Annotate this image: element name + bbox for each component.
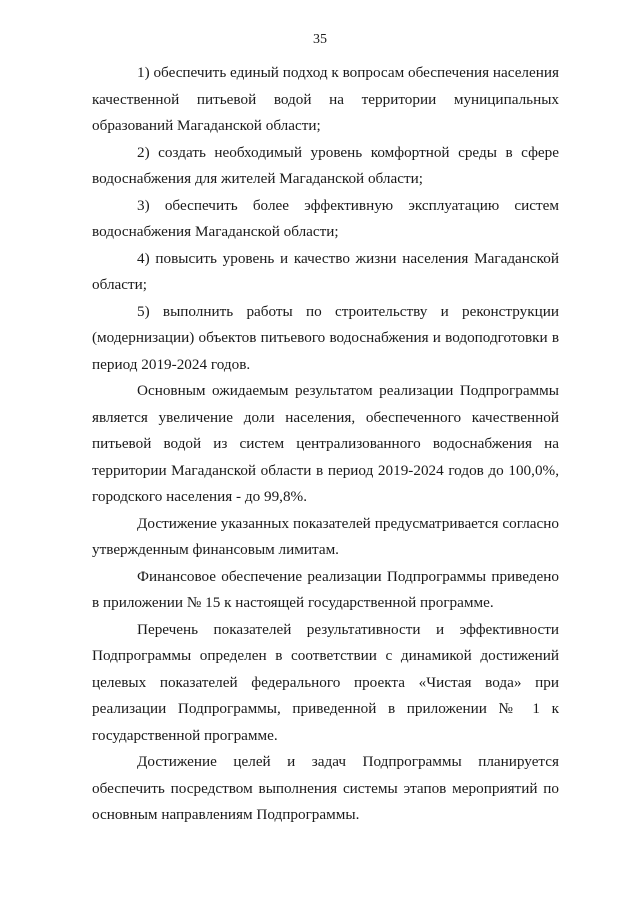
paragraph-goal-3: 3) обеспечить более эффективную эксплуатацию систем водоснабжения Магаданской области; [92, 196, 559, 240]
paragraph-expected-result: Основным ожидаемым результатом реализации Подпрограммы является увеличение доли населения, обеспеченного качественной питьевой водой из систем централизованного водоснабжения на территории Магаданской области в период 2019-2024 годов до 100,0%, городского населения - до 99,8%. [92, 382, 559, 505]
paragraph-achievement: Достижение целей и задач Подпрограммы планируется обеспечить посредством выполнения системы этапов мероприятий по основным направлениям Подпрограммы. [92, 753, 559, 823]
paragraph-performance-list: Перечень показателей результативности и эффективности Подпрограммы определен в соответствии с динамикой достижений целевых показателей федерального проекта «Чистая вода» при реализации Подпрограммы, приведенной в приложении № 1 к государственной программе. [92, 620, 559, 744]
paragraph-indicators: Достижение указанных показателей предусматривается согласно утвержденным финансовым лимитам. [92, 514, 559, 558]
paragraph-financing: Финансовое обеспечение реализации Подпрограммы приведено в приложении № 15 к настоящей государственной программе. [92, 567, 559, 611]
page-number: 35 [313, 32, 327, 47]
paragraph-goal-2: 2) создать необходимый уровень комфортной среды в сфере водоснабжения для жителей Магаданской области; [92, 143, 559, 187]
paragraph-goal-5: 5) выполнить работы по строительству и реконструкции (модернизации) объектов питьевого водоснабжения и водоподготовки в период 2019-2024 годов. [92, 302, 559, 373]
document-body [92, 60, 559, 829]
paragraph-goal-1: 1) обеспечить единый подход к вопросам обеспечения населения качественной питьевой водой на территории муниципальных образований Магаданской области; [92, 64, 559, 134]
paragraph-goal-4: 4) повысить уровень и качество жизни населения Магаданской области; [92, 249, 559, 293]
